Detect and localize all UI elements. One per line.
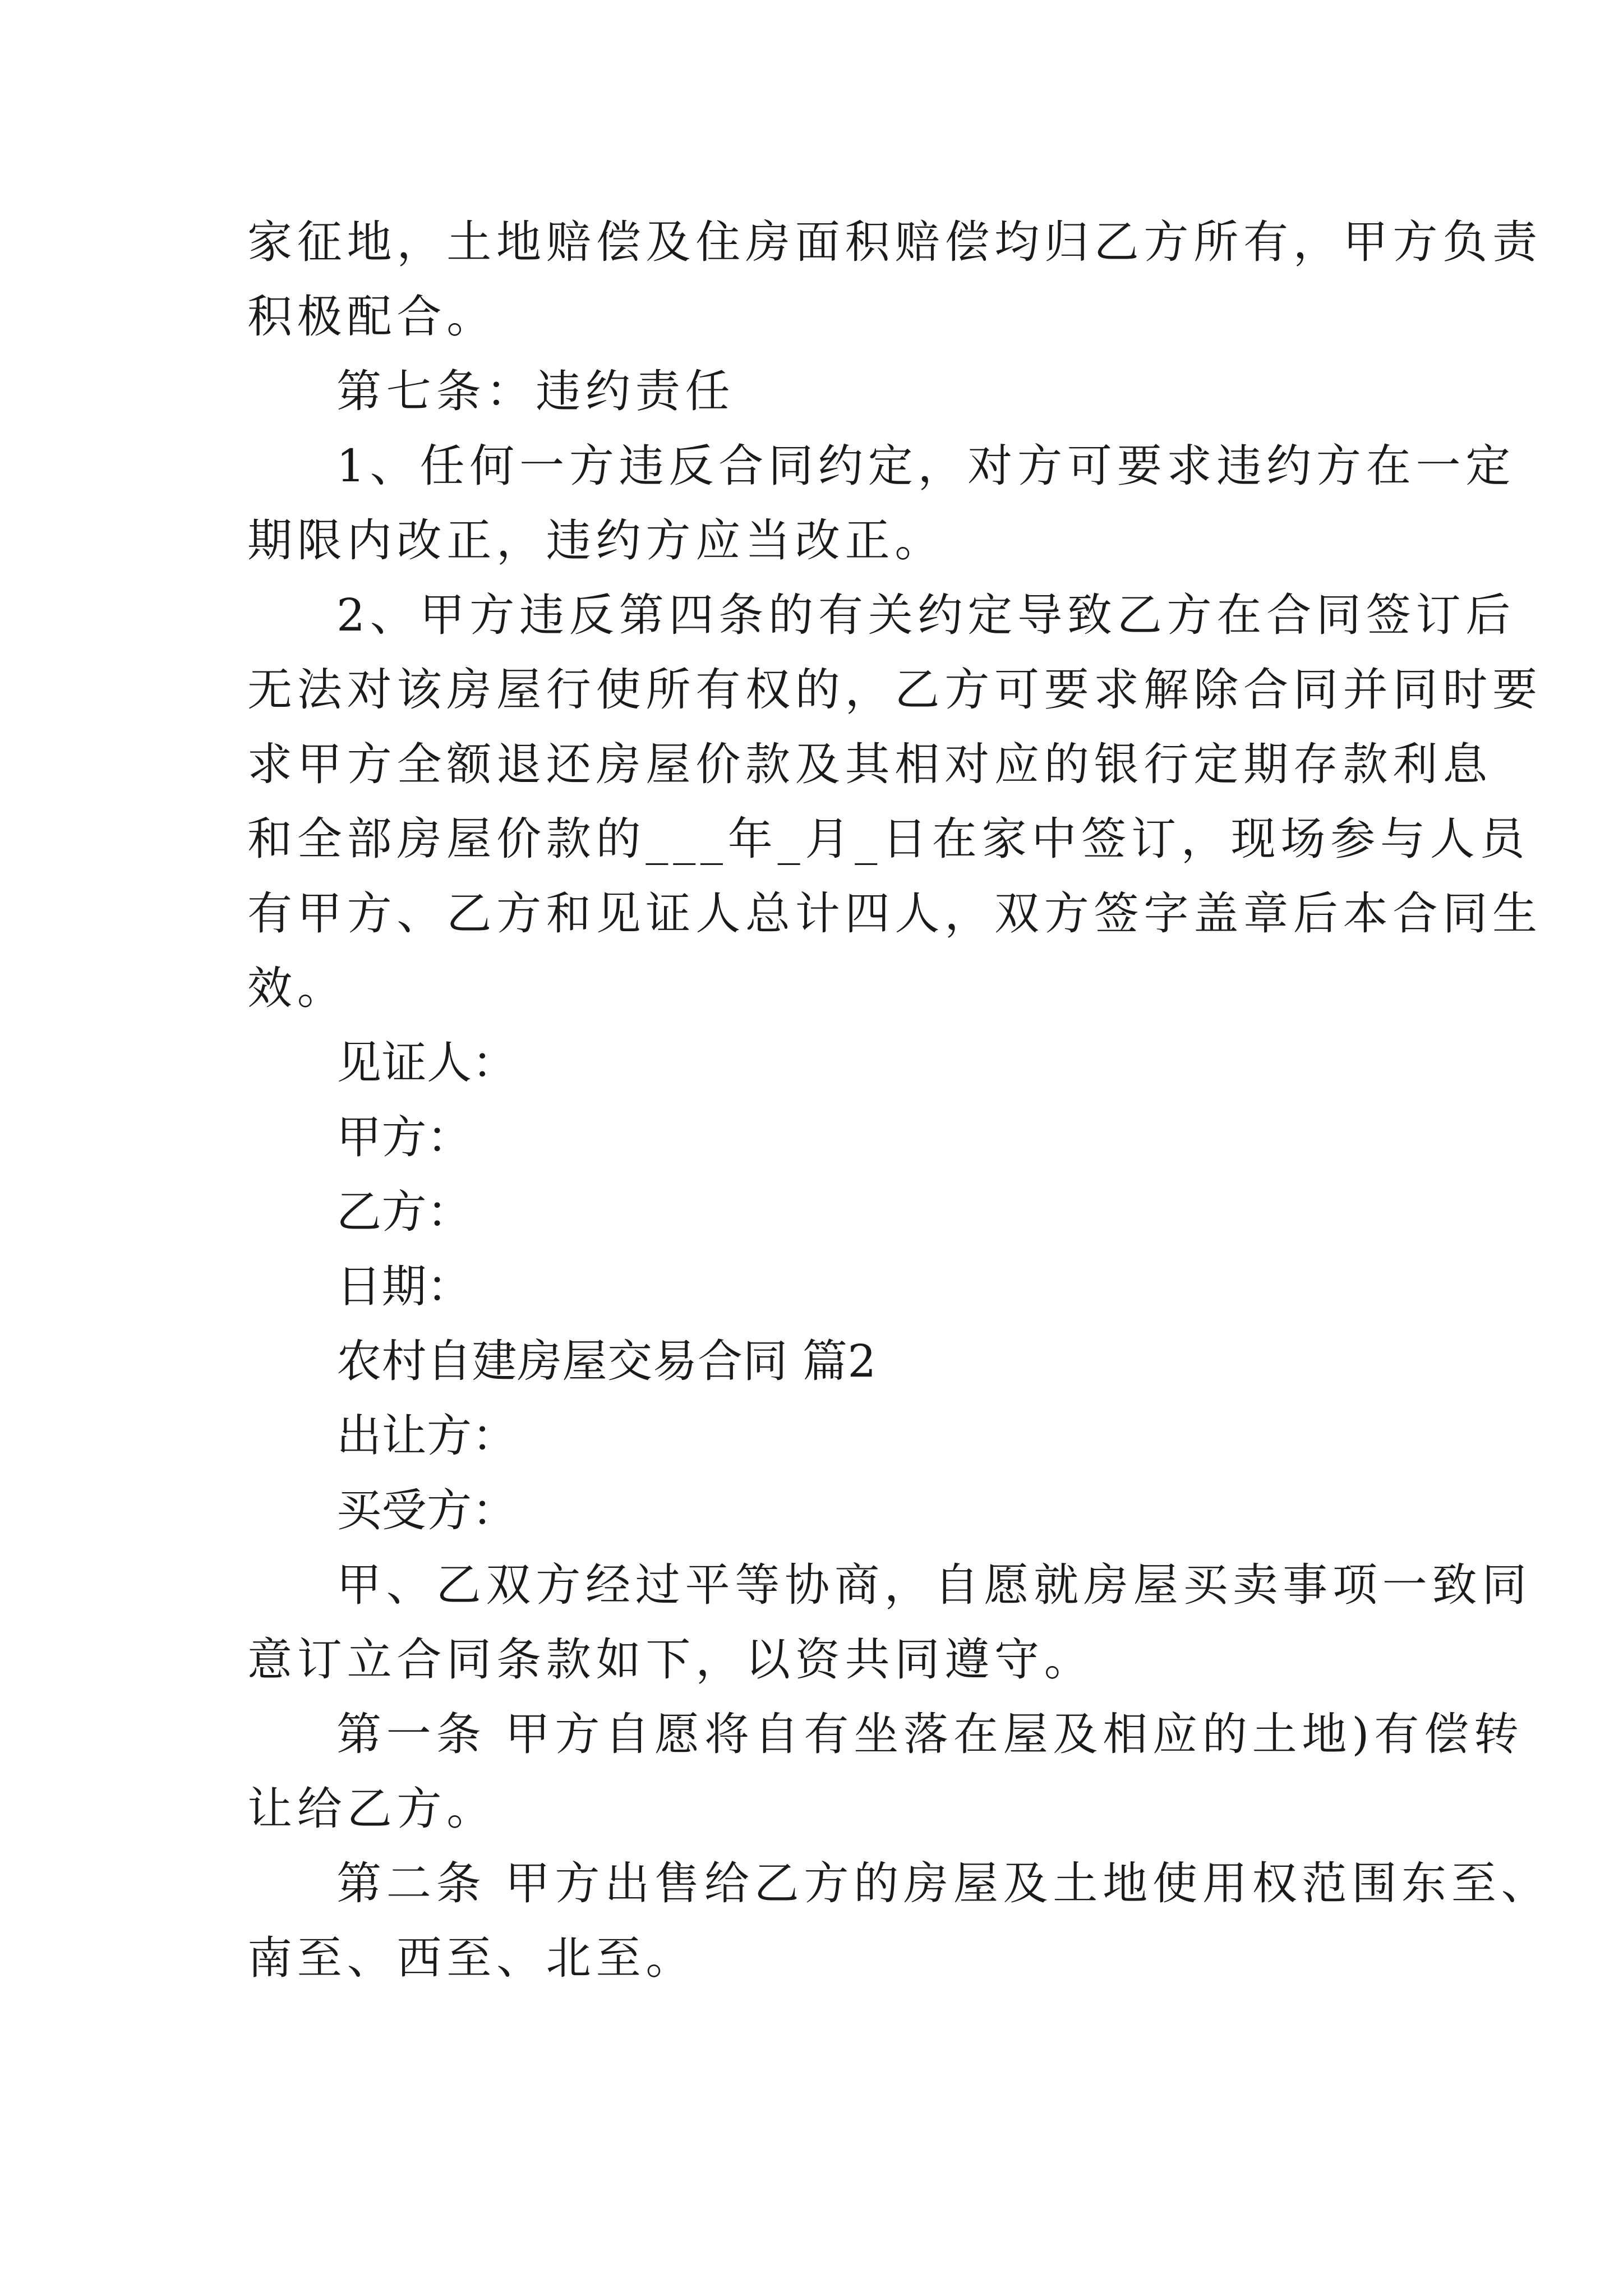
- text-line: 和全部房屋价款的___年_月_日在家中签订，现场参与人员: [247, 813, 1530, 865]
- text-line: 南至、西至、北至。: [247, 1932, 696, 1984]
- date-label: 日期：: [336, 1260, 472, 1313]
- text-line: 效。: [247, 962, 347, 1014]
- text-line: 1、任何一方违反合同约定，对方可要求违约方在一定: [336, 440, 1516, 492]
- text-line: 意订立合同条款如下，以资共同遵守。: [247, 1634, 1094, 1686]
- text-line: 有甲方、乙方和见证人总计四人，双方签字盖章后本合同生: [247, 887, 1542, 940]
- text-line: 求甲方全额退还房屋价款及其相对应的银行定期存款利息: [247, 738, 1492, 790]
- witness-label: 见证人：: [336, 1037, 517, 1089]
- party-b-label: 乙方：: [336, 1186, 472, 1238]
- text-line: 甲、乙双方经过平等协商，自愿就房屋买卖事项一致同: [336, 1559, 1532, 1611]
- party-a-label: 甲方：: [336, 1111, 472, 1163]
- text-line: 无法对该房屋行使所有权的，乙方可要求解除合同并同时要: [247, 664, 1542, 716]
- text-line: 期限内改正，违约方应当改正。: [247, 514, 945, 567]
- text-line: 第二条 甲方出售给乙方的房屋及土地使用权范围东至、: [336, 1857, 1551, 1910]
- text-line: 2、甲方违反第四条的有关约定导致乙方在合同签订后: [336, 589, 1516, 641]
- text-line: 家征地，土地赔偿及住房面积赔偿均归乙方所有，甲方负责: [247, 216, 1542, 268]
- buyer-label: 买受方：: [336, 1484, 517, 1536]
- contract-title: 农村自建房屋交易合同 篇2: [336, 1335, 877, 1387]
- text-line: 第一条 甲方自愿将自有坐落在屋及相应的土地)有偿转: [336, 1708, 1524, 1760]
- section-heading: 第七条：违约责任: [336, 365, 735, 417]
- text-line: 积极配合。: [247, 291, 496, 343]
- text-line: 让给乙方。: [247, 1783, 496, 1835]
- seller-label: 出让方：: [336, 1410, 517, 1462]
